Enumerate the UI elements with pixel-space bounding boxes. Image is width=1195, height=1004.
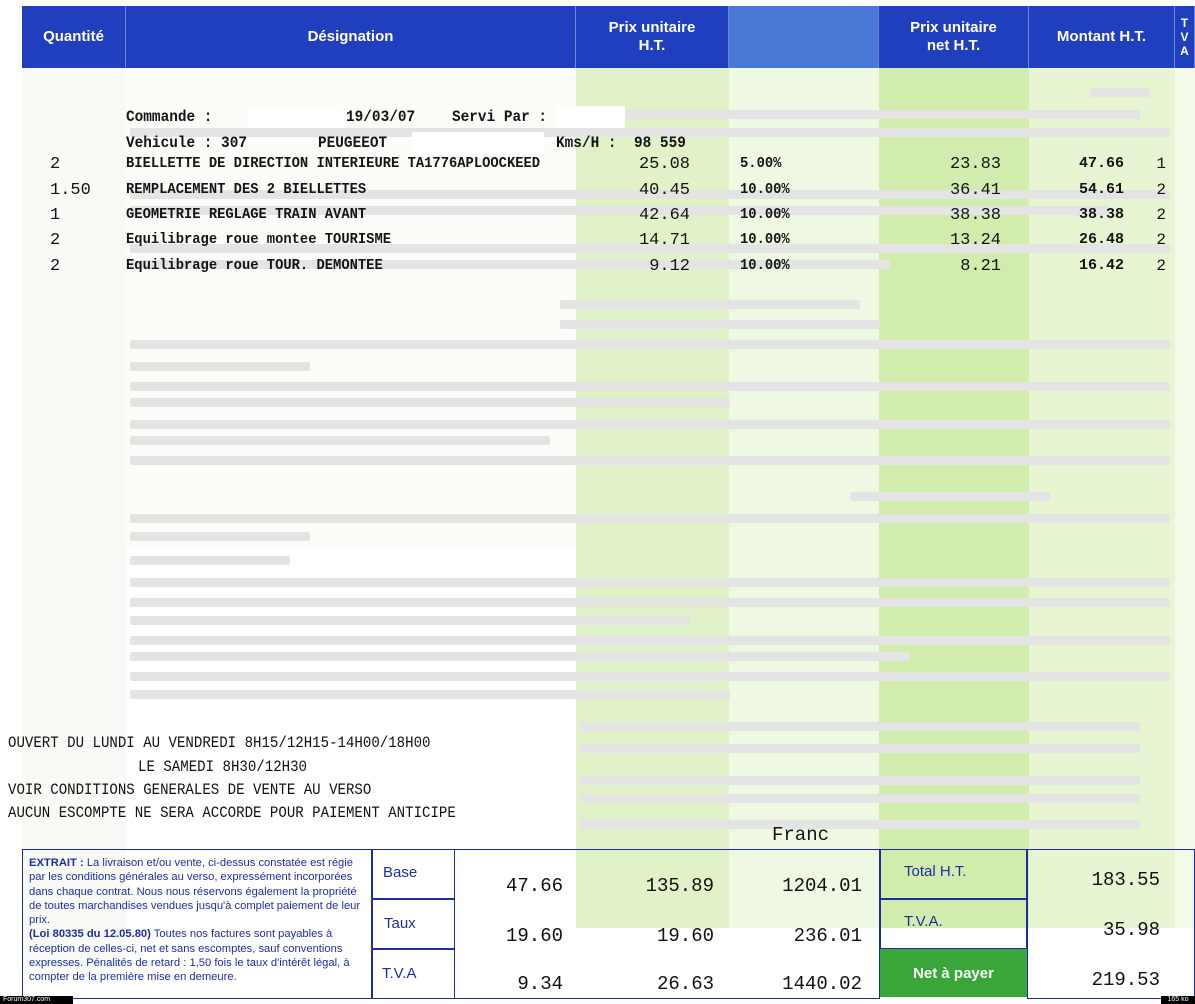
extrait-legal-text xyxy=(22,849,372,999)
line-remise: 5.00% xyxy=(740,155,782,172)
header-prix-unitaire: Prix unitaire H.T. xyxy=(576,6,729,68)
line-prix-net: 8.21 xyxy=(960,257,1001,276)
line-remise: 10.00% xyxy=(740,231,790,248)
total-ht-value: 183.55 xyxy=(1091,869,1160,891)
devise-label: Franc xyxy=(772,824,830,846)
line-prix-unitaire: 40.45 xyxy=(638,181,690,200)
vehicule-label: Vehicule : 307 xyxy=(126,134,247,152)
line-montant: 26.48 xyxy=(1078,231,1124,248)
line-prix-unitaire: 25.08 xyxy=(638,155,690,174)
extrait-paiement: Toutes nos factures sont payables à réception de celles-ci, net et sans escomptes, sauf conventions expresses. Pénalités de retard : 1,50 fois le taux d'intérêt légal, à compter de la première mise en demeure. xyxy=(29,928,350,984)
base-value: 1204.01 xyxy=(782,875,862,897)
kms-label: Kms/H : xyxy=(556,134,617,152)
total-ht-label: Total H.T. xyxy=(904,863,967,880)
top-mark xyxy=(330,0,530,4)
totals-box xyxy=(22,849,1195,999)
line-prix-net: 13.24 xyxy=(949,231,1001,250)
line-montant: 54.61 xyxy=(1078,181,1124,198)
redaction xyxy=(412,132,544,154)
line-prix-net: 38.38 xyxy=(949,206,1001,225)
line-tva-code: 2 xyxy=(1156,231,1166,249)
base-value: 135.89 xyxy=(645,875,714,897)
line-qty: 2 xyxy=(50,155,61,174)
line-designation: Equilibrage roue TOUR. DEMONTEE xyxy=(126,257,383,274)
line-qty: 1.50 xyxy=(50,181,91,200)
tva-value: 9.34 xyxy=(517,973,563,995)
net-a-payer-label: Net à payer xyxy=(880,949,1027,997)
vehicule-marque: PEUGEEOT xyxy=(318,134,388,152)
invoice-line xyxy=(0,181,1195,207)
line-tva-code: 2 xyxy=(1156,181,1166,199)
tva-value: 26.63 xyxy=(656,973,714,995)
taux-value: 236.01 xyxy=(793,925,862,947)
header-quantite: Quantité xyxy=(22,6,126,68)
commande-date: 19/03/07 xyxy=(346,108,416,126)
watermark-size: 165 ko xyxy=(1161,996,1195,1004)
header-remise xyxy=(729,6,879,68)
invoice-line xyxy=(0,257,1195,283)
extrait-title: EXTRAIT : xyxy=(29,857,84,869)
tva-total-label: T.V.A. xyxy=(904,913,943,930)
tva-value: 1440.02 xyxy=(782,973,862,995)
header-montant: Montant H.T. xyxy=(1029,6,1175,68)
line-remise: 10.00% xyxy=(740,257,790,274)
cell-tva-total-label xyxy=(880,899,1027,949)
line-tva-code: 2 xyxy=(1156,257,1166,275)
line-prix-unitaire: 42.64 xyxy=(638,206,690,225)
line-qty: 2 xyxy=(50,231,61,250)
kms-value: 98 559 xyxy=(634,134,686,152)
line-designation: Equilibrage roue montee TOURISME xyxy=(126,231,392,248)
line-tva-code: 2 xyxy=(1156,206,1166,224)
line-remise: 10.00% xyxy=(740,181,790,198)
base-value: 47.66 xyxy=(505,875,563,897)
tva-total-value: 35.98 xyxy=(1102,919,1160,941)
conditions-note: VOIR CONDITIONS GENERALES DE VENTE AU VERSO xyxy=(8,781,372,799)
invoice-line xyxy=(0,231,1195,257)
line-montant: 47.66 xyxy=(1078,155,1124,172)
line-remise: 10.00% xyxy=(740,206,790,223)
base-label: Base xyxy=(383,864,418,881)
line-tva-code: 1 xyxy=(1156,155,1166,173)
invoice-line xyxy=(0,155,1195,181)
loi-reference: (Loi 80335 du 12.05.80) xyxy=(29,928,151,941)
redaction xyxy=(555,106,625,128)
line-qty: 1 xyxy=(50,206,61,225)
line-prix-unitaire: 9.12 xyxy=(649,257,690,276)
watermark-forum: Forum307.com xyxy=(0,996,73,1004)
header-tva: T V A xyxy=(1175,6,1195,68)
line-montant: 38.38 xyxy=(1078,206,1124,223)
horaires-semaine: OUVERT DU LUNDI AU VENDREDI 8H15/12H15-14H00/18H00 xyxy=(8,734,431,752)
line-prix-net: 23.83 xyxy=(949,155,1001,174)
line-montant: 16.42 xyxy=(1078,257,1124,274)
redaction xyxy=(248,106,343,128)
header-designation: Désignation xyxy=(126,6,576,68)
invoice-line xyxy=(0,206,1195,232)
line-designation: BIELLETTE DE DIRECTION INTERIEURE TA1776APLOOCKEED xyxy=(126,155,541,172)
taux-value: 19.60 xyxy=(505,925,563,947)
line-designation: REMPLACEMENT DES 2 BIELLETTES xyxy=(126,181,367,198)
extrait-text: La livraison et/ou vente, ci-dessus constatée est régie par les conditions générales au verso, expressément incorporées dans chaque contrat. Nous nous réservons également la propriété de toutes marchandises vendues jusqu'à complet paiement de leur prix. xyxy=(29,857,361,927)
servi-par-label: Servi Par : xyxy=(452,108,548,126)
taux-value: 19.60 xyxy=(656,925,714,947)
line-designation: GEOMETRIE REGLAGE TRAIN AVANT xyxy=(126,206,367,223)
line-prix-net: 36.41 xyxy=(949,181,1001,200)
header-prix-unitaire-net: Prix unitaire net H.T. xyxy=(879,6,1029,68)
tva-row-label: T.V.A xyxy=(382,965,417,982)
line-prix-unitaire: 14.71 xyxy=(638,231,690,250)
net-a-payer-value: 219.53 xyxy=(1091,969,1160,991)
commande-label: Commande : xyxy=(126,108,213,126)
escompte-note: AUCUN ESCOMPTE NE SERA ACCORDE POUR PAIEMENT ANTICIPE xyxy=(8,804,456,822)
line-qty: 2 xyxy=(50,257,61,276)
taux-label: Taux xyxy=(384,915,416,932)
horaires-samedi: LE SAMEDI 8H30/12H30 xyxy=(138,758,307,776)
